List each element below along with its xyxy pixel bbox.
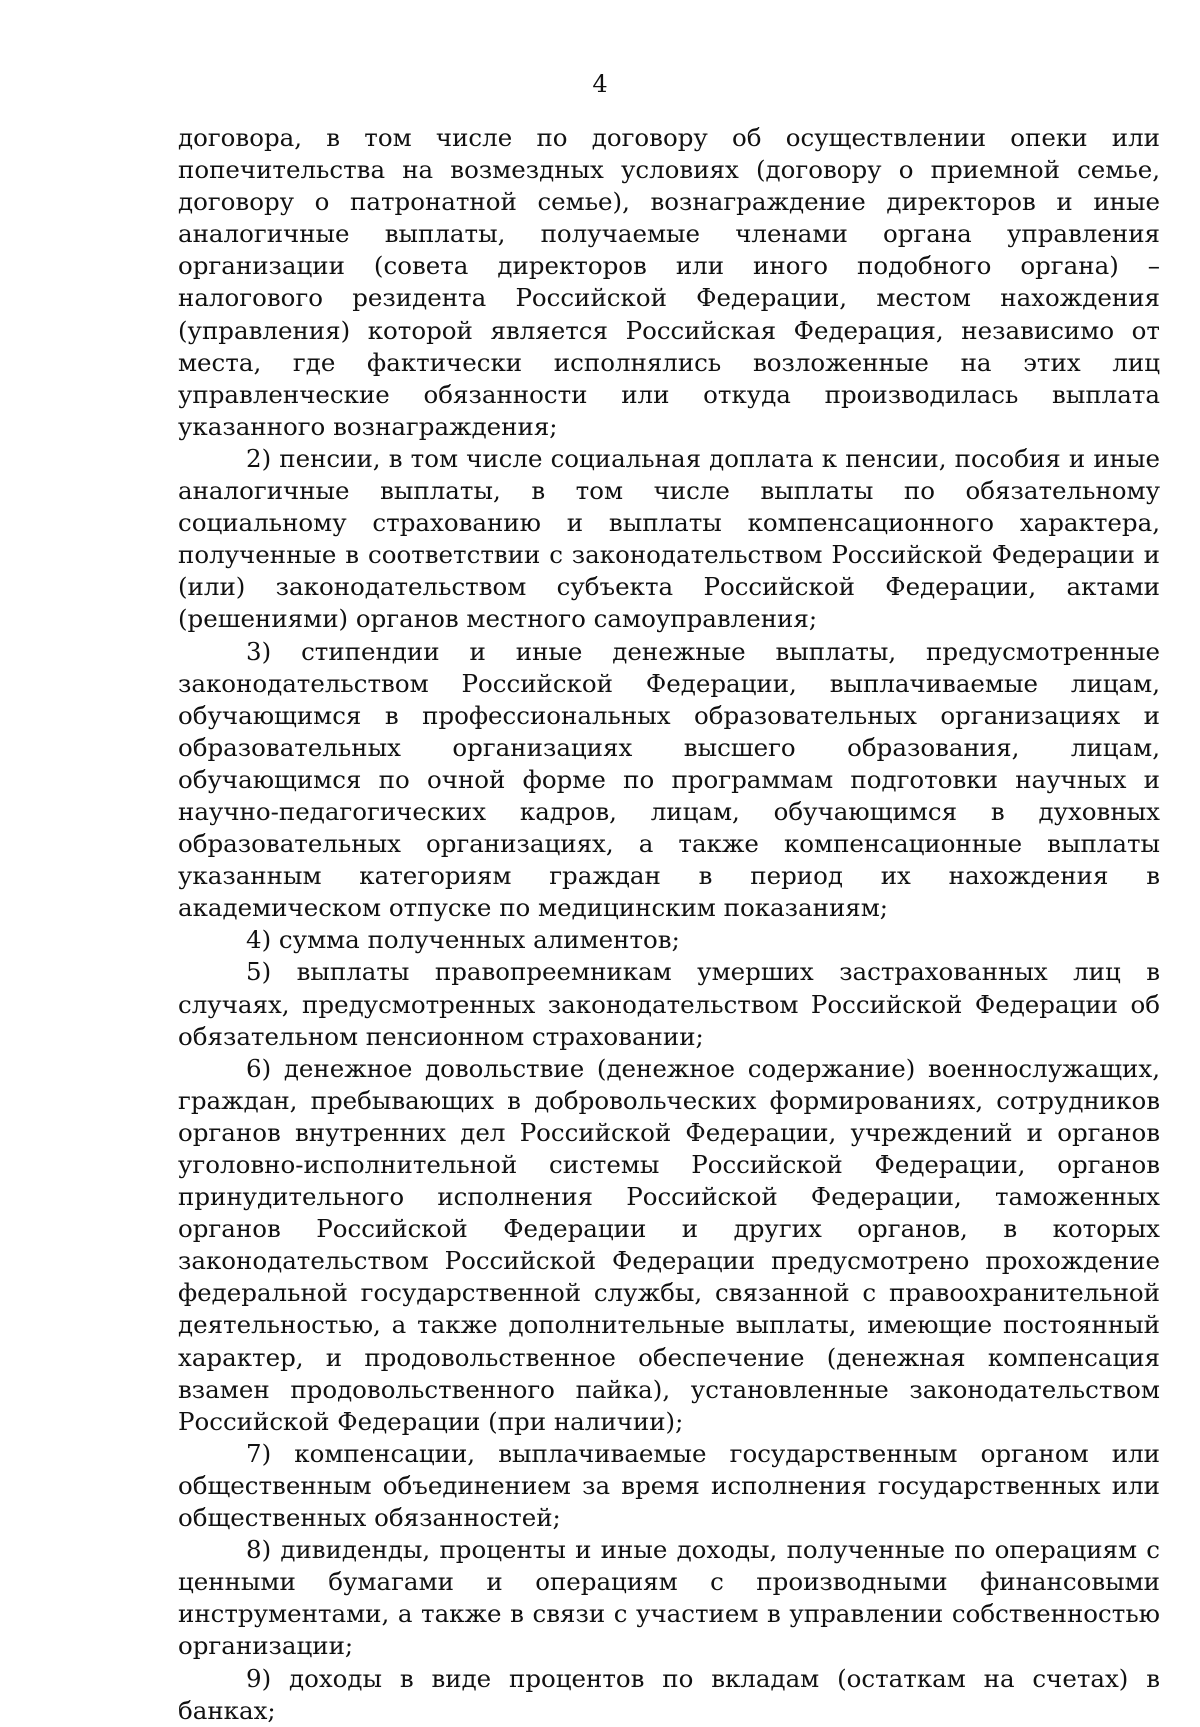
list-item-6: 6) денежное довольствие (денежное содержание) военнослужащих, граждан, пребывающих в добровольческих формированиях, сотрудников органов внутренних дел Российской Федерации, учреждений и органов уголовно-исполнительной системы Российской Федерации, органов принудительного исполнения Российской Федерации, таможенных органов Российской Федерации и других органов, в которых законодательством Российской Федерации предусмотрено прохождение федеральной государственной службы, связанной с правоохранительной деятельностью, а также дополнительные выплаты, имеющие постоянный характер, и продовольственное обеспечение (денежная компенсация взамен продовольственного пайка), установленные законодательством Российской Федерации (при наличии); bbox=[178, 1053, 1160, 1436]
list-item-5: 5) выплаты правопреемникам умерших застрахованных лиц в случаях, предусмотренных законодательством Российской Федерации об обязательном пенсионном страховании; bbox=[178, 957, 1160, 1051]
list-item-3: 3) стипендии и иные денежные выплаты, предусмотренные законодательством Российской Федерации, выплачиваемые лицам, обучающимся в профессиональных образовательных организациях и образовательных организациях высшего образования, лицам, обучающимся по очной форме по программам подготовки научных и научно-педагогических кадров, лицам, обучающимся в духовных образовательных организациях, а также компенсационные выплаты указанным категориям граждан в период их нахождения в академическом отпуске по медицинским показаниям; bbox=[178, 636, 1160, 923]
list-item-7: 7) компенсации, выплачиваемые государственным органом или общественным объединением за время исполнения государственных или общественных обязанностей; bbox=[178, 1438, 1160, 1533]
list-item-2: 2) пенсии, в том числе социальная доплата к пенсии, пособия и иные аналогичные выплаты, в том числе выплаты по обязательному социальному страхованию и выплаты компенсационного характера, полученные в соответствии с законодательством Российской Федерации и (или) законодательством субъекта Российской Федерации, актами (решениями) органов местного самоуправления; bbox=[178, 443, 1160, 634]
list-item-4: 4) сумма полученных алиментов; bbox=[246, 925, 680, 955]
document-body bbox=[178, 122, 1160, 1727]
page-number: 4 bbox=[592, 70, 608, 98]
list-item-8: 8) дивиденды, проценты и иные доходы, полученные по операциям с ценными бумагами и операциям с производными финансовыми инструментами, а также в связи с участием в управлении собственностью организации; bbox=[178, 1535, 1160, 1661]
paragraph-continuation: договора, в том числе по договору об осуществлении опеки или попечительства на возмездных условиях (договору о приемной семье, договору о патронатной семье), вознаграждение директоров и иные аналогичные выплаты, получаемые членами органа управления организации (совета директоров или иного подобного органа) – налогового резидента Российской Федерации, местом нахождения (управления) которой является Российская Федерация, независимо от места, где фактически исполнялись возложенные на этих лиц управленческие обязанности или откуда производилась выплата указанного вознаграждения; bbox=[178, 123, 1160, 441]
list-item-9: 9) доходы в виде процентов по вкладам (остаткам на счетах) в банках; bbox=[178, 1663, 1160, 1725]
